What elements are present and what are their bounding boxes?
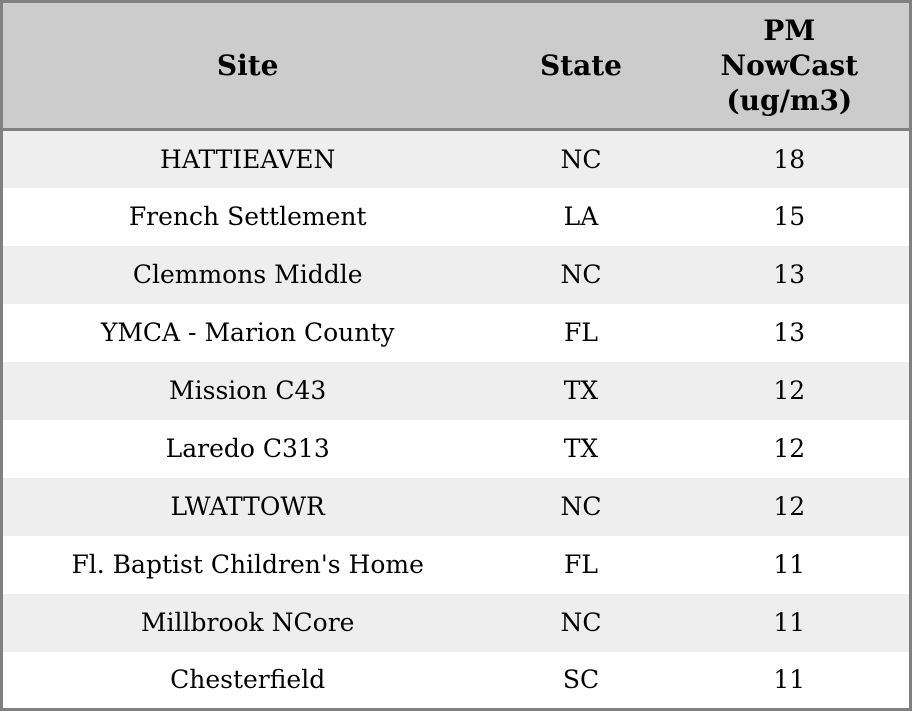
pm-cell: 11: [773, 665, 806, 695]
site-cell: YMCA - Marion County: [100, 318, 395, 347]
state-cell: NC: [560, 260, 602, 289]
pm-cell: 15: [773, 202, 806, 231]
table-row: [2, 420, 911, 478]
site-cell: HATTIEAVEN: [159, 144, 336, 174]
site-cell: Clemmons Middle: [132, 260, 363, 289]
state-cell: TX: [563, 434, 599, 463]
pm-header-line-3: (ug/m3): [726, 84, 853, 117]
site-cell: Fl. Baptist Children's Home: [71, 550, 424, 579]
state-column-header: State: [492, 2, 669, 130]
pm-cell: 12: [773, 376, 806, 405]
table-row: [2, 536, 911, 594]
state-cell: LA: [563, 202, 599, 231]
table-row: [2, 188, 911, 246]
state-cell: TX: [563, 376, 599, 405]
table-row: [2, 652, 911, 710]
pm-cell: 18: [773, 144, 806, 174]
state-cell: NC: [560, 492, 602, 521]
state-cell: NC: [560, 144, 602, 174]
table-row: [2, 594, 911, 652]
pm-cell: 11: [773, 608, 806, 637]
table-body: [2, 130, 911, 710]
site-cell: French Settlement: [128, 202, 367, 231]
site-cell: Laredo C313: [165, 434, 330, 463]
table-row: [2, 246, 911, 304]
state-cell: FL: [564, 318, 598, 347]
pm-cell: 13: [773, 318, 806, 347]
site-cell: Chesterfield: [170, 665, 326, 695]
header-row: [2, 2, 911, 130]
pm-cell: 12: [773, 492, 806, 521]
table-row: [2, 130, 911, 188]
state-cell: FL: [564, 550, 598, 579]
site-cell: Mission C43: [169, 376, 327, 405]
site-column-header: Site: [2, 2, 493, 130]
pm-cell: 11: [773, 550, 806, 579]
table-header: [2, 2, 911, 130]
table-row: [2, 478, 911, 536]
site-cell: LWATTOWR: [170, 492, 325, 521]
pm-nowcast-column-header: [670, 2, 911, 130]
pm-cell: 12: [773, 434, 806, 463]
state-cell: SC: [562, 665, 600, 695]
pm-header-line-1: PM: [763, 14, 816, 47]
site-cell: Millbrook NCore: [140, 608, 355, 637]
table-row: [2, 362, 911, 420]
state-cell: NC: [560, 608, 602, 637]
pm-cell: 13: [773, 260, 806, 289]
table-row: [2, 304, 911, 362]
pm-header-line-2: NowCast: [720, 49, 859, 82]
